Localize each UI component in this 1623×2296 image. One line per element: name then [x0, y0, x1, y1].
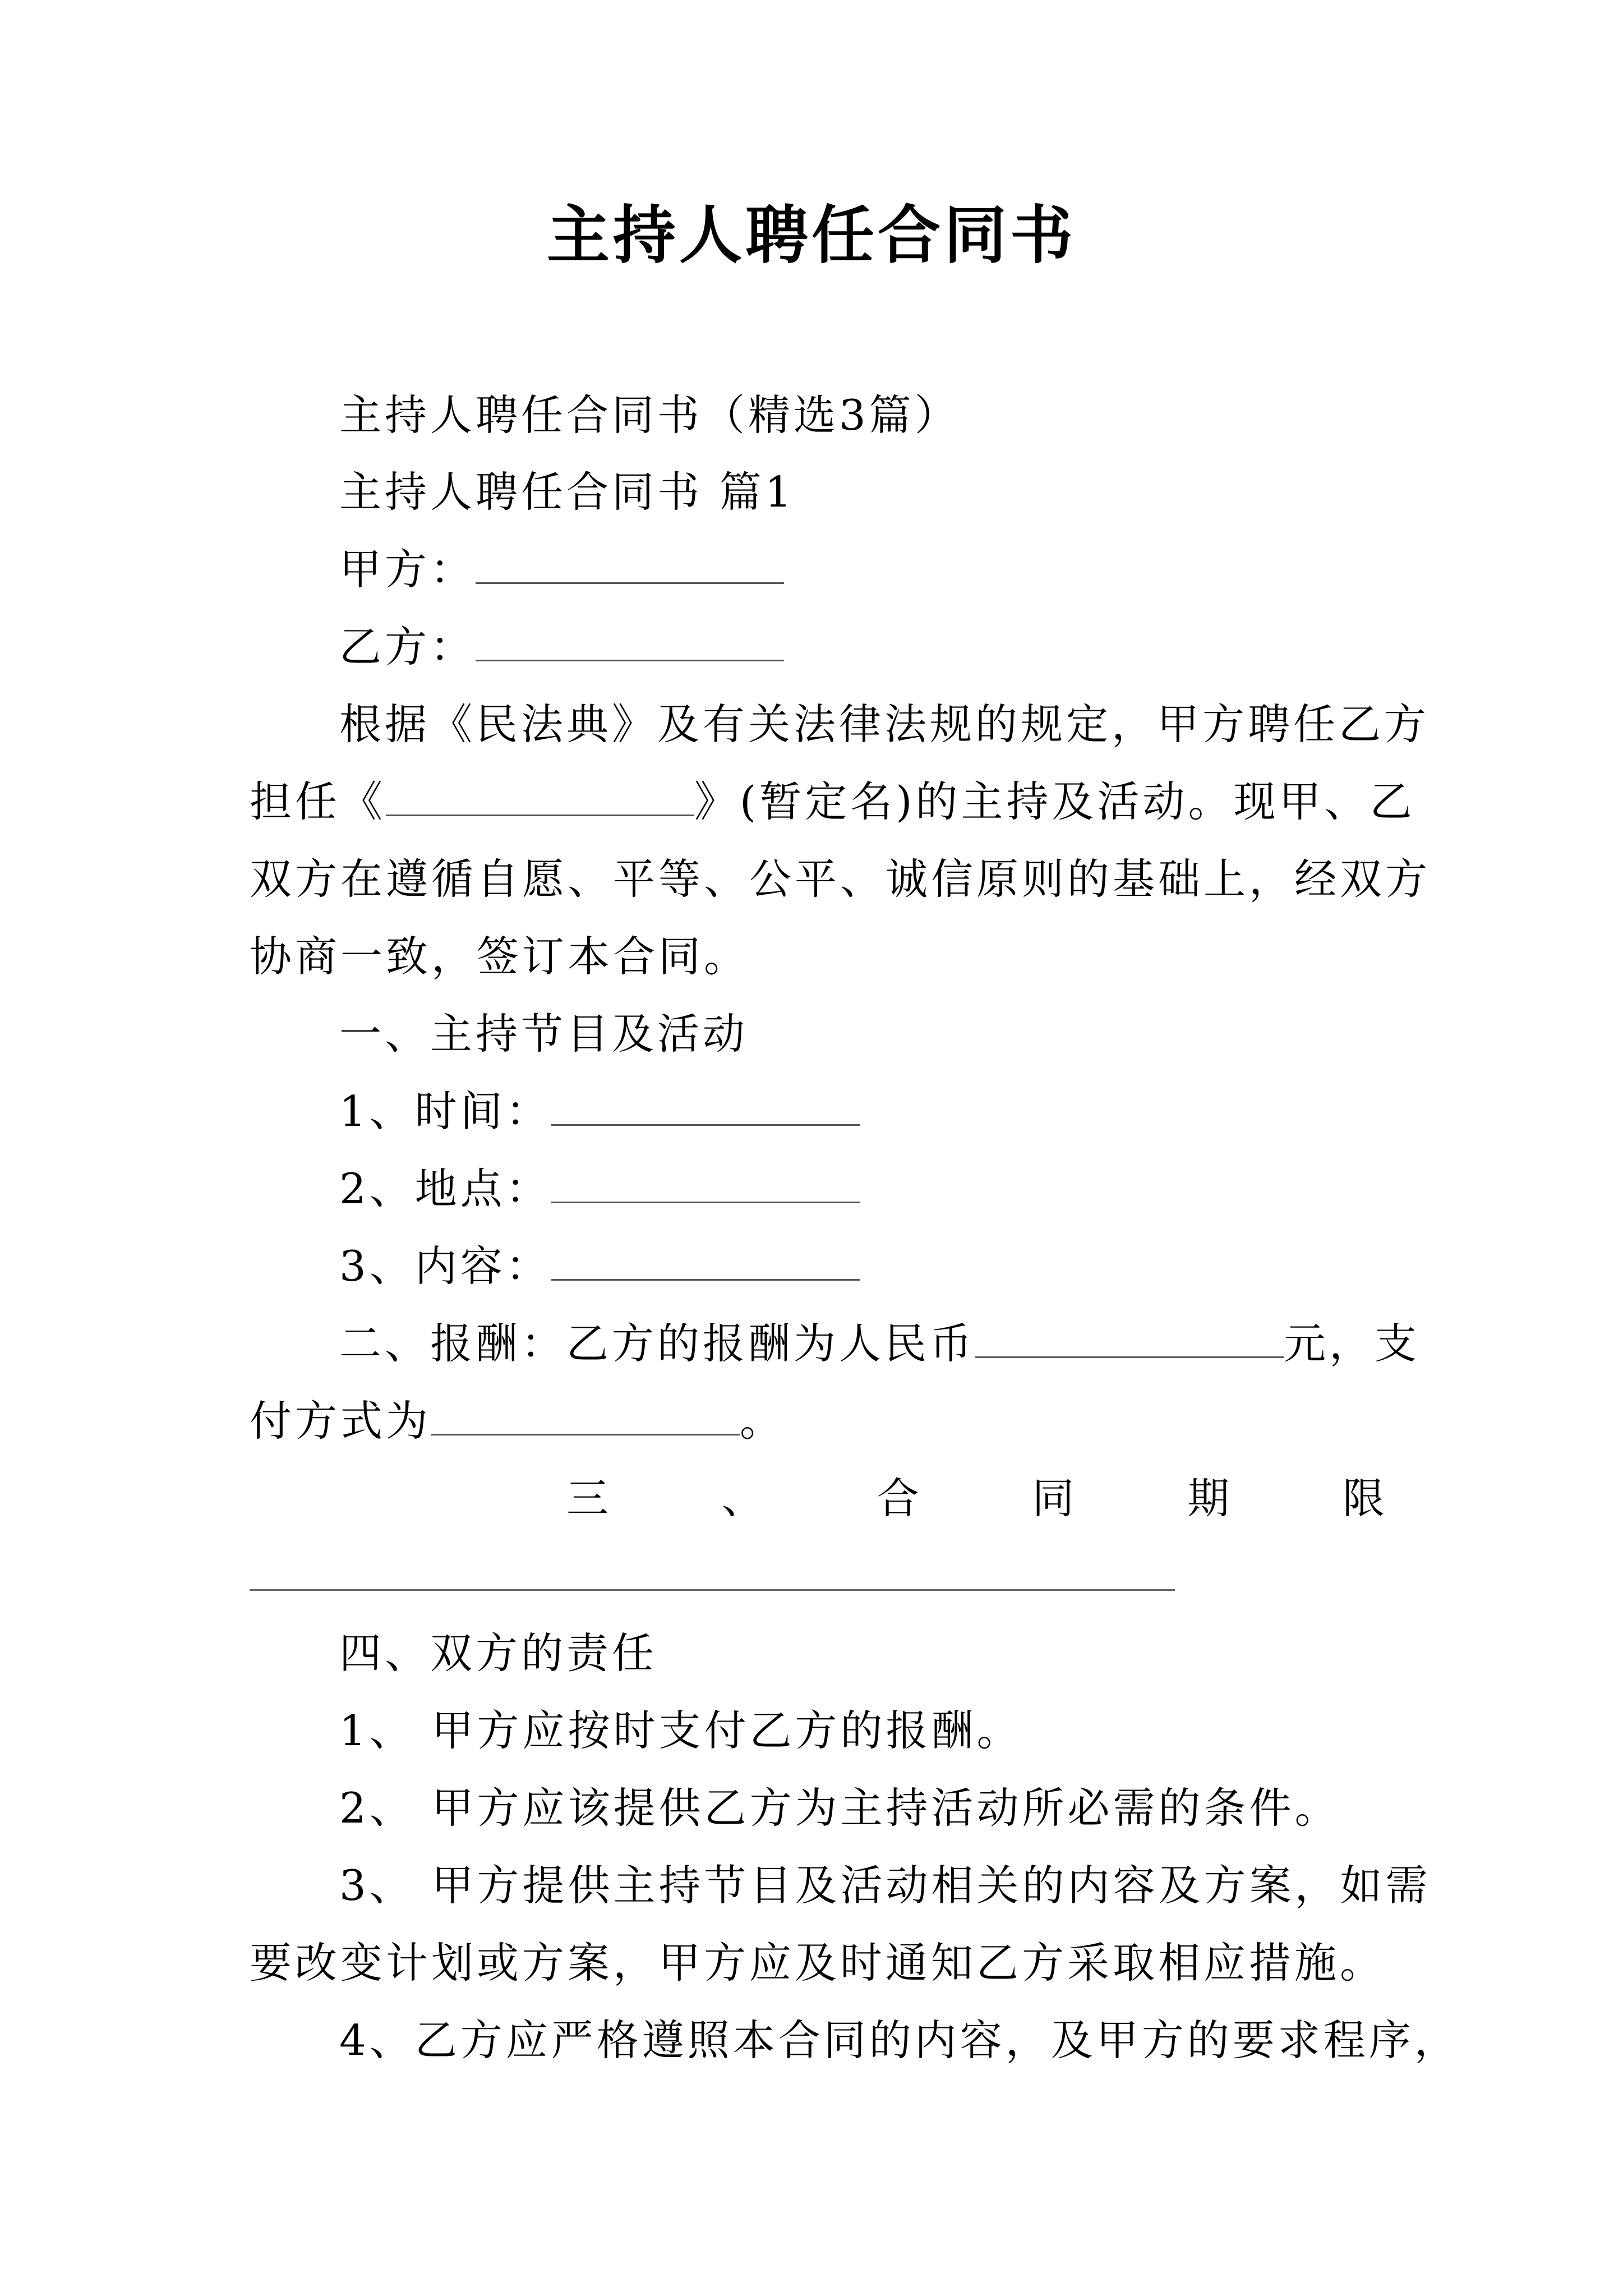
party-a-label: 甲方：	[339, 545, 476, 594]
clause-heading	[250, 1006, 1388, 1062]
clause-heading-text: 一、主持节目及活动	[339, 1009, 749, 1059]
payment-method-text: 。	[740, 1396, 786, 1446]
paragraph-text: 根据《民法典》及有关法律法规的规定，甲方聘任乙方	[339, 700, 1430, 749]
term-char: 限	[1342, 1474, 1388, 1523]
paragraph-line	[250, 774, 1415, 830]
term-char: 期	[1187, 1474, 1233, 1523]
clause-item-text: 3、 甲方提供主持节目及活动相关的内容及方案，如需	[339, 1861, 1431, 1910]
paragraph-line	[250, 851, 1431, 907]
party-b-blank	[476, 626, 784, 661]
party-b-label: 乙方：	[339, 622, 476, 671]
term-char: 三	[566, 1474, 612, 1523]
clause-heading	[250, 1625, 1388, 1681]
paragraph-line	[250, 928, 1388, 984]
time-blank	[551, 1091, 860, 1126]
clause-item	[250, 1857, 1431, 1913]
payment-method-line	[250, 1393, 1388, 1449]
clause-item-text: 4、乙方应严格遵照本合同的内容，及甲方的要求程序，	[339, 2016, 1460, 2065]
subtitle-text: 主持人聘任合同书（精选3篇）	[339, 390, 960, 440]
payment-text: 元，支	[1284, 1319, 1421, 1368]
clause-heading-text: 四、双方的责任	[339, 1628, 658, 1678]
subtitle-line	[250, 387, 1388, 443]
payment-method-blank	[431, 1400, 740, 1435]
program-name-blank	[386, 781, 694, 816]
clause-item-text: 1、 甲方应按时支付乙方的报酬。	[339, 1706, 1022, 1755]
paragraph-text: 担任《	[250, 777, 386, 826]
contract-term-heading	[250, 1470, 1388, 1526]
payment-method-text: 付方式为	[250, 1396, 432, 1446]
term-char: 、	[721, 1474, 767, 1523]
contract-term-blank	[250, 1589, 1175, 1591]
paragraph-text: 协商一致，签订本合同。	[250, 932, 750, 981]
clause-item-text: 2、 甲方应该提供乙方为主持活动所必需的条件。	[339, 1783, 1340, 1833]
content-blank	[551, 1245, 860, 1281]
amount-blank	[975, 1323, 1284, 1358]
location-label: 2、地点：	[339, 1164, 551, 1213]
location-blank	[551, 1168, 860, 1203]
payment-line	[250, 1315, 1421, 1372]
payment-text: 二、报酬：乙方的报酬为人民币	[339, 1319, 976, 1368]
clause-item	[250, 1935, 1388, 1991]
page-title: 主持人聘任合同书	[547, 199, 1076, 272]
content-label: 3、内容：	[339, 1241, 551, 1291]
paragraph-line	[250, 696, 1430, 752]
paragraph-text: 》(暂定名)的主持及活动。现甲、乙	[694, 777, 1415, 826]
party-a-line	[250, 541, 1388, 597]
clause-item	[250, 2012, 1460, 2068]
time-label: 1、时间：	[339, 1087, 551, 1136]
section-heading-1	[250, 464, 1388, 520]
location-line	[250, 1161, 1388, 1217]
time-line	[250, 1083, 1388, 1139]
paragraph-text: 双方在遵循自愿、平等、公平、诚信原则的基础上，经双方	[250, 854, 1431, 904]
section-heading-text: 主持人聘任合同书 篇1	[339, 467, 795, 517]
clause-item-text: 要改变计划或方案，甲方应及时通知乙方采取相应措施。	[250, 1938, 1386, 1987]
party-a-blank	[476, 549, 784, 584]
content-line	[250, 1238, 1388, 1294]
clause-item	[250, 1703, 1388, 1759]
party-b-line	[250, 619, 1388, 675]
clause-item	[250, 1780, 1388, 1836]
term-char: 合	[877, 1474, 923, 1523]
term-char: 同	[1032, 1474, 1078, 1523]
